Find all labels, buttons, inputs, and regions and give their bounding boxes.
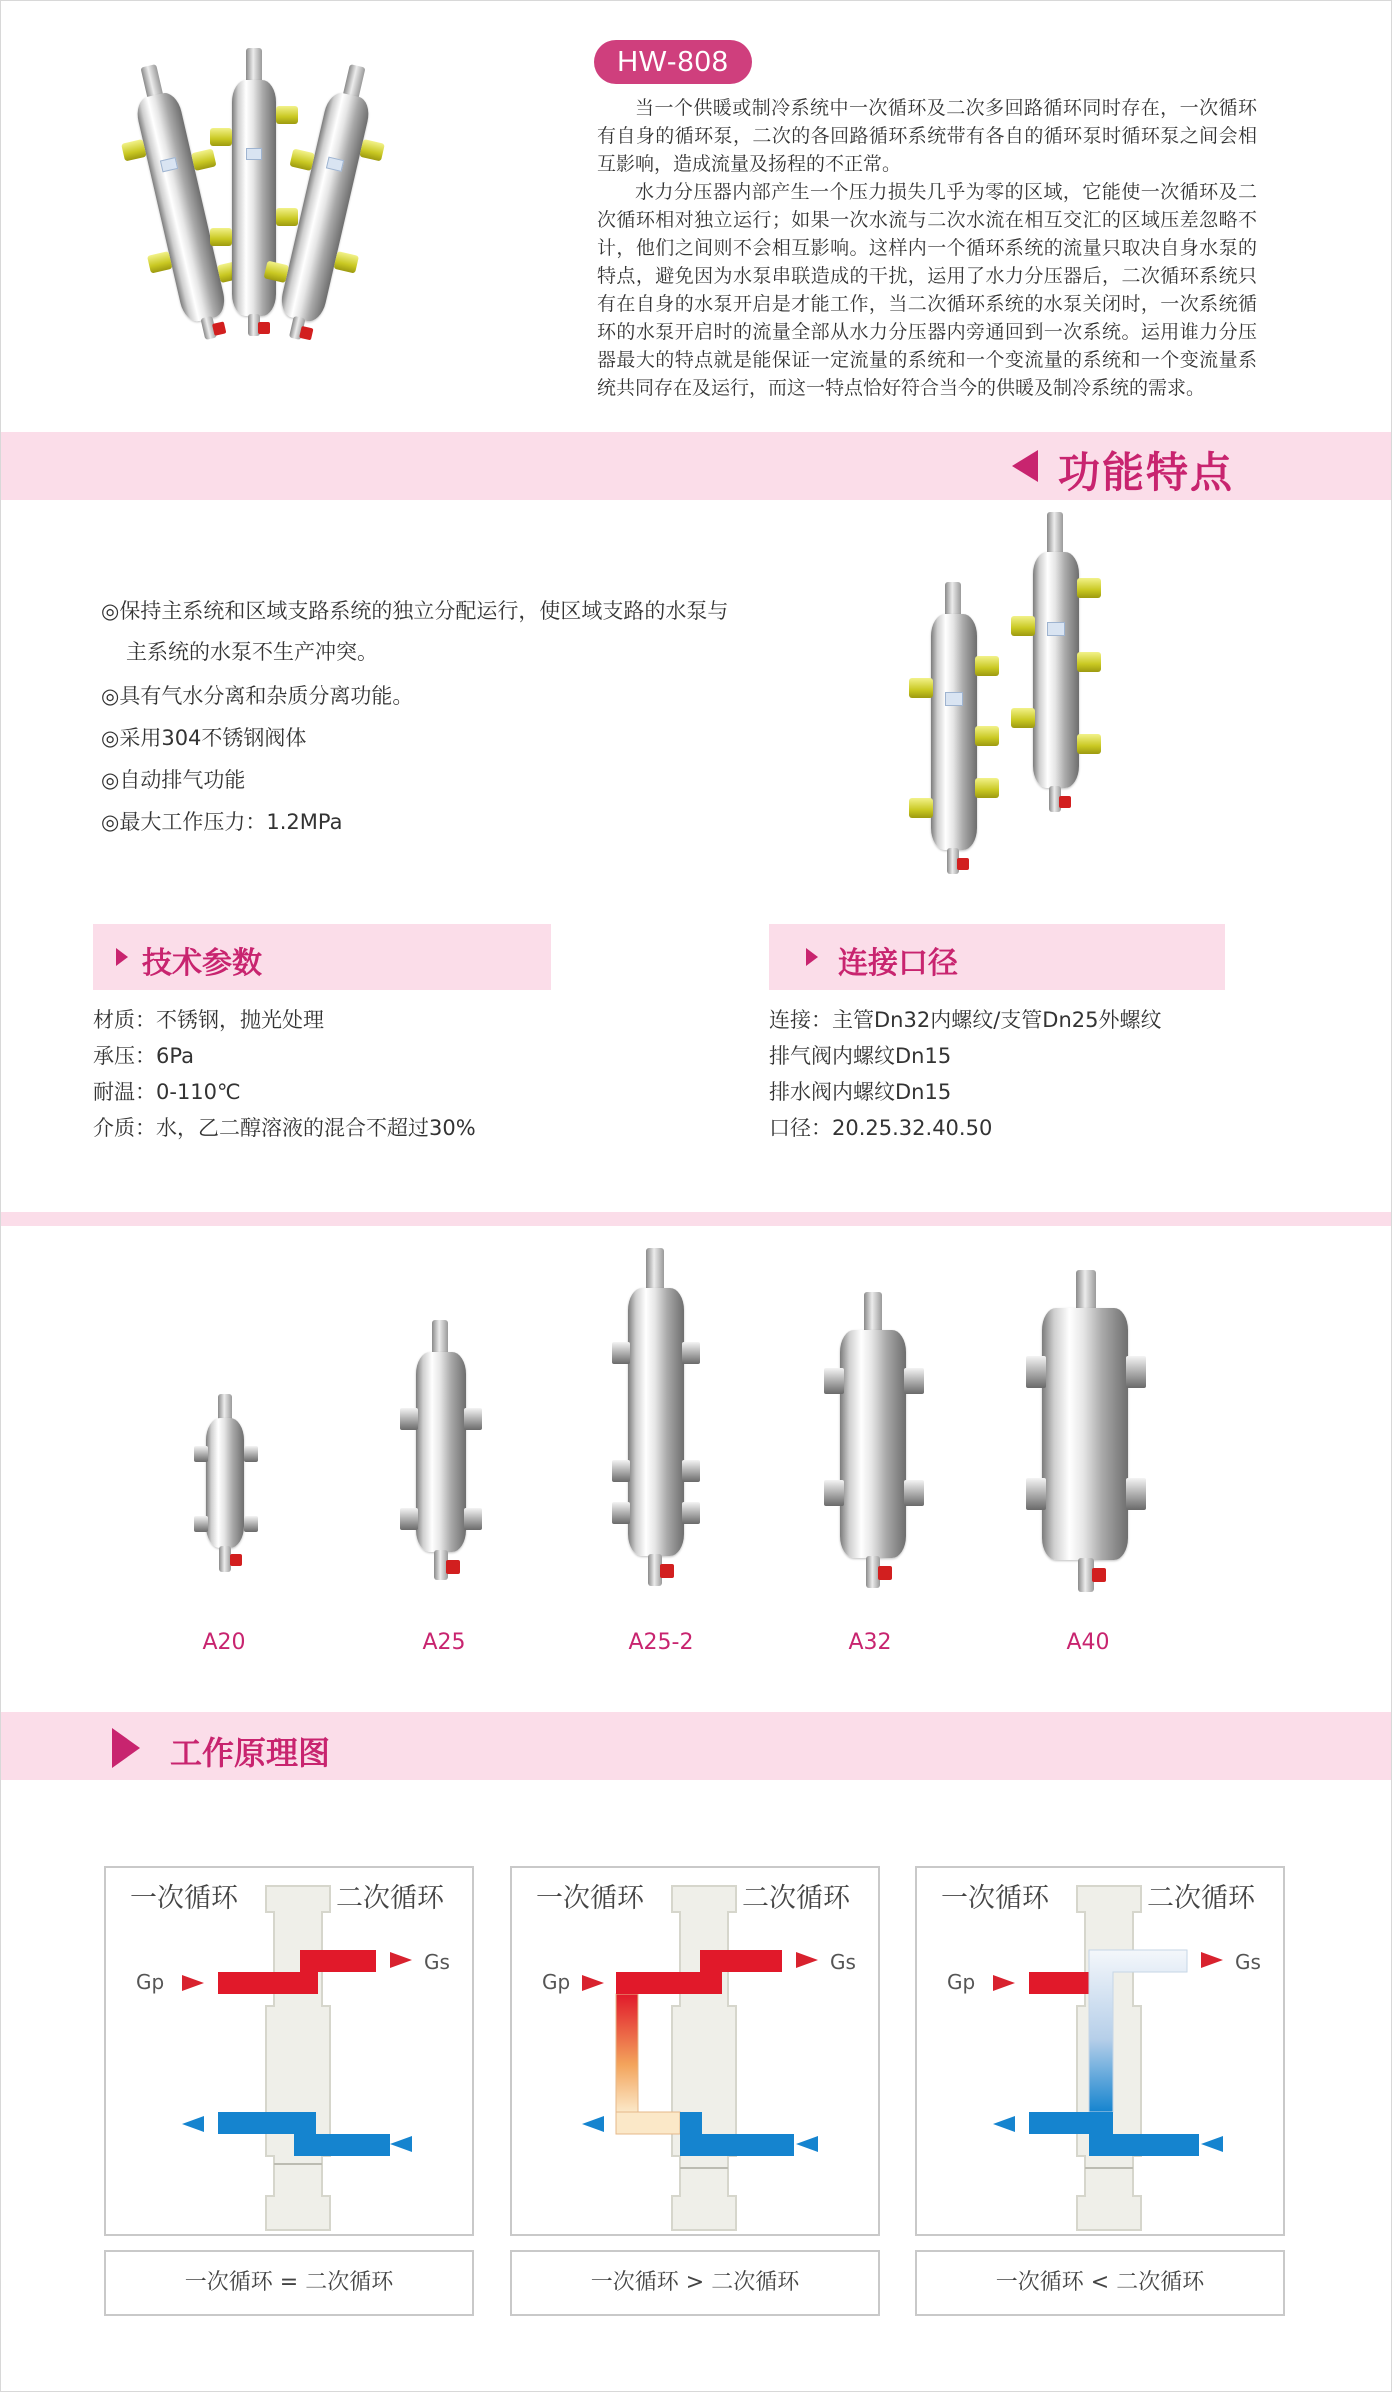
tech-title: 技术参数: [142, 946, 262, 981]
model-photo-a40: [1026, 1270, 1146, 1604]
diagram-greater: [510, 1866, 880, 2236]
intro-paragraph-1: 当一个供暖或制冷系统中一次循环及二次多回路循环同时存在，一次循环有自身的循环泵，二次的各回路循环系统带有各自的循环泵时循环泵之间会相互影响，造成流量及扬程的不正常。: [597, 97, 1257, 175]
feature-item-2: ◎具有气水分离和杂质分离功能。: [101, 684, 414, 708]
feature-item-4: ◎自动排气功能: [101, 768, 246, 792]
principle-arrow-icon: [112, 1728, 140, 1768]
model-photo-a20: [196, 1394, 256, 1594]
section-divider: [1, 1212, 1391, 1226]
diagram-2-secondary-label: 二次循环: [742, 1883, 850, 1914]
caption-less: 一次循环 < 二次循环: [915, 2250, 1285, 2316]
diagram-2-flow-graphic: [512, 1868, 878, 2234]
connection-line-3: 排水阀内螺纹Dn15: [769, 1080, 952, 1104]
model-label-a40: A40: [1066, 1630, 1110, 1655]
model-label-a25-2: A25-2: [628, 1630, 694, 1655]
model-label-a20: A20: [202, 1630, 246, 1655]
tech-line-2: 承压：6Pa: [93, 1044, 194, 1068]
tech-line-4: 介质：水，乙二醇溶液的混合不超过30%: [93, 1116, 476, 1140]
connection-arrow-icon: [806, 948, 818, 966]
product-photo-pair: [905, 512, 1125, 922]
diagram-less: [915, 1866, 1285, 2236]
product-unit-short: [915, 582, 995, 912]
model-label-a25: A25: [422, 1630, 466, 1655]
tech-arrow-icon: [116, 948, 128, 966]
caption-greater: 一次循环 > 二次循环: [510, 2250, 880, 2316]
features-title: 功能特点: [1058, 448, 1235, 497]
model-label-a32: A32: [848, 1630, 892, 1655]
product-unit-tall: [1017, 512, 1097, 832]
diagram-1-gs-label: Gs: [424, 1950, 450, 1974]
diagram-3-secondary-label: 二次循环: [1147, 1883, 1255, 1914]
feature-item-3: ◎采用304不锈钢阀体: [101, 726, 307, 750]
diagram-2-gs-label: Gs: [830, 1950, 856, 1974]
diagram-1-secondary-label: 二次循环: [336, 1883, 444, 1914]
diagram-1-flow-graphic: [106, 1868, 472, 2234]
diagram-3-gp-label: Gp: [947, 1970, 976, 1994]
model-tag: HW-808: [594, 40, 752, 84]
connection-line-4: 口径：20.25.32.40.50: [769, 1116, 993, 1140]
tech-line-1: 材质：不锈钢，抛光处理: [93, 1008, 324, 1032]
connection-line-2: 排气阀内螺纹Dn15: [769, 1044, 952, 1068]
feature-item-5: ◎最大工作压力：1.2MPa: [101, 810, 343, 834]
connection-line-1: 连接：主管Dn32内螺纹/支管Dn25外螺纹: [769, 1008, 1162, 1032]
diagram-equal: [104, 1866, 474, 2236]
model-photo-a25-2: [612, 1248, 702, 1602]
diagram-2-primary-label: 一次循环: [536, 1883, 644, 1914]
feature-item-1: ◎保持主系统和区域支路系统的独立分配运行，使区域支路的水泵与: [101, 599, 729, 623]
connection-title: 连接口径: [838, 946, 958, 981]
diagram-3-primary-label: 一次循环: [941, 1883, 1049, 1914]
product-photo-group: [112, 48, 402, 378]
diagram-2-gp-label: Gp: [542, 1970, 571, 1994]
caption-equal: 一次循环 = 二次循环: [104, 2250, 474, 2316]
diagram-3-gs-label: Gs: [1235, 1950, 1261, 1974]
model-photo-a32: [824, 1292, 924, 1602]
feature-item-1-cont: 主系统的水泵不生产冲突。: [126, 640, 378, 664]
tech-line-3: 耐温：0-110℃: [93, 1080, 241, 1104]
model-photo-a25: [402, 1320, 482, 1600]
diagram-1-gp-label: Gp: [136, 1970, 165, 1994]
principle-title: 工作原理图: [170, 1734, 331, 1772]
intro-paragraph-2: 水力分压器内部产生一个压力损失几乎为零的区域，它能使一次循环及二次循环相对独立运行；如果一次水流与二次水流在相互交汇的区域压差忽略不计，他们之间则不会相互影响。这样内一个循环系统的流量只取决自身水泵的特点，避免因为水泵串联造成的干扰，运用了水力分压器后，二次循环系统只有在自身的水泵开启是才能工作，当二次循环系统的水泵关闭时，一次系统循环的水泵开启时的流量全部从水力分压器内旁通回到一次系统。运用谁力分压器最大的特点就是能保证一定流量的系统和一个变流量的系统和一个变流量系统共同存在及运行，而这一特点恰好符合当今的供暖及制冷系统的需求。: [597, 181, 1257, 399]
features-arrow-icon: [1012, 450, 1038, 482]
diagram-1-primary-label: 一次循环: [130, 1883, 238, 1914]
diagram-3-flow-graphic: [917, 1868, 1283, 2234]
